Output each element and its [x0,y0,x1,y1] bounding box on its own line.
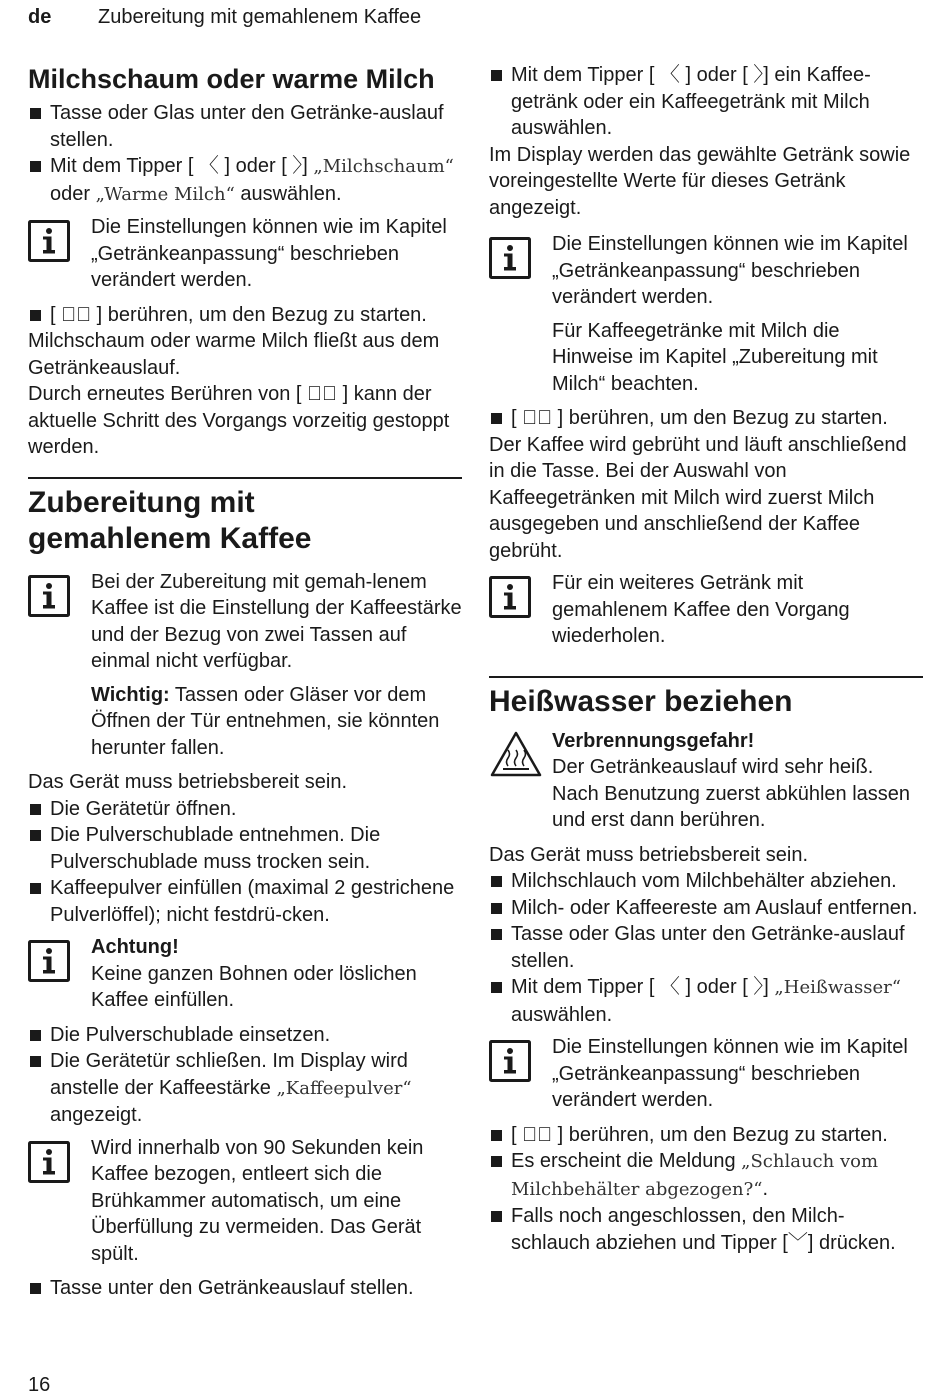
bullet-square-icon [491,929,502,940]
list-item: Die Gerätetür schließen. Im Display wird anstelle der Kaffeestärke „Kaffeepulver“ angezeigt. [28,1048,462,1129]
info-note: Bei der Zubereitung mit gemah-lenem Kaffee ist die Einstellung der Kaffeestärke und der Bezug von zwei Tassen auf einmal nicht verfügbar. Wichtig: Tassen oder Gläser vor dem Öffnen der Tür entnehmen, sie könnten herunter fallen. [28,569,462,762]
bullet-square-icon [491,982,502,993]
info-icon [28,1141,70,1183]
paragraph: Milchschaum oder warme Milch fließt aus dem Getränkeauslauf. [28,330,440,379]
bullet-square-icon [30,1056,41,1067]
list-item: Die Gerätetür öffnen. [28,796,462,823]
section-rule [489,676,923,678]
bullet-square-icon [30,161,41,172]
bullet-square-icon [491,413,502,424]
info-note: Die Einstellungen können wie im Kapitel „Getränkeanpassung“ beschrieben verändert werden. [28,214,462,294]
list-item: [ ▷⃝ ] berühren, um den Bezug zu starten. [28,302,462,329]
bullet-square-icon [30,108,41,119]
list-item: Die Pulverschublade entnehmen. Die Pulverschublade muss trocken sein. [28,822,462,875]
list-item: Mit dem Tipper [ 〈 ] oder [ 〉] „Heißwasser“ auswählen. [489,974,923,1028]
paragraph: Das Gerät muss betriebsbereit sein. [489,843,809,866]
bullet-square-icon [491,70,502,81]
bullet-square-icon [30,1030,41,1041]
info-note: Die Einstellungen können wie im Kapitel „Getränkeanpassung“ beschrieben verändert werden. [489,1034,923,1114]
info-icon [28,940,70,982]
right-column [489,62,923,1256]
language-code: de [28,6,52,28]
display-text: „Heißwasser“ [774,977,901,998]
list-item: [ ▷⃝ ] berühren, um den Bezug zu starten. [489,1122,923,1149]
list-item: Tasse oder Glas unter den Getränke-auslauf stellen. [489,921,923,974]
bullet-square-icon [30,883,41,894]
info-note: Wird innerhalb von 90 Sekunden kein Kaffee bezogen, entleert sich die Brühkammer automatisch, um eine Überfüllung zu vermeiden. Das Gerät spült. [28,1135,462,1268]
list-item: Die Pulverschublade einsetzen. [28,1022,462,1049]
display-text: „Kaffeepulver“ [276,1077,412,1099]
info-icon [28,220,70,262]
bullet-square-icon [491,1211,502,1222]
list-item: [ ▷⃝ ] berühren, um den Bezug zu starten. [489,405,923,432]
section-heading-hot-water: Heißwasser beziehen [489,684,793,718]
info-note: Die Einstellungen können wie im Kapitel „Getränkeanpassung“ beschrieben verändert werden. Für Kaffeegetränke mit Milch die Hinweise im Kapitel „Zubereitung mit Milch“ beachten. [489,231,923,397]
bullet-square-icon [30,1283,41,1294]
paragraph: Im Display werden das gewählte Getränk sowie voreingestellte Werte für dieses Getränk angezeigt. [489,143,911,219]
paragraph: Das Gerät muss betriebsbereit sein. [28,771,348,793]
bullet-square-icon [491,1130,502,1141]
display-text: „Milchschaum“ [313,156,454,177]
section-rule [28,477,462,479]
page-header [28,4,922,34]
bullet-square-icon [30,310,41,321]
list-item: Tasse oder Glas unter den Getränke-auslauf stellen. [28,100,462,153]
list-item: Tasse unter den Getränkeauslauf stellen. [28,1275,462,1302]
info-icon [489,1040,531,1082]
bullet-square-icon [491,903,502,914]
section-heading-ground-coffee: Zubereitung mit gemahlenem Kaffee [28,485,312,555]
bullet-square-icon [491,876,502,887]
hot-surface-warning-icon [489,730,543,778]
list-item: Es erscheint die Meldung „Schlauch vom Milchbehälter abgezogen?“. [489,1148,923,1203]
display-text: „Schlauch vom Milchbehälter abgezogen?“ [511,1151,879,1200]
section-heading-milk: Milchschaum oder warme Milch [28,64,435,94]
list-item: Mit dem Tipper [ 〈 ] oder [ 〉] ein Kaffee-getränk oder ein Kaffeegetränk mit Milch auswählen. [489,62,923,142]
info-icon [28,575,70,617]
list-item: Kaffeepulver einfüllen (maximal 2 gestrichene Pulverlöffel); nicht festdrü-cken. [28,875,462,928]
display-text: „Warme Milch“ [95,183,235,205]
list-item: Mit dem Tipper [ 〈 ] oder [ 〉] „Milchschaum“ oder „Warme Milch“ auswählen. [28,153,462,208]
running-title: Zubereitung mit gemahlenem Kaffee [98,6,422,28]
bullet-square-icon [491,1156,502,1167]
list-item: Milch- oder Kaffeereste am Auslauf entfernen. [489,895,923,922]
paragraph: Der Kaffee wird gebrüht und läuft anschließend in die Tasse. Bei der Auswahl von Kaffeegetränken mit Milch wird zuerst Milch ausgegeben und anschließend der Kaffee gebrüht. [489,433,907,562]
page-number: 16 [28,1374,51,1396]
paragraph: Durch erneutes Berühren von [ ▷⃝ ] kann der aktuelle Schritt des Vorgangs vorzeitig gestoppt werden. [28,383,450,458]
info-icon [489,576,531,618]
info-note: Für ein weiteres Getränk mit gemahlenem Kaffee den Vorgang wiederholen. [489,570,923,650]
left-column [28,62,462,1302]
bullet-square-icon [30,804,41,815]
list-item: Milchschlauch vom Milchbehälter abziehen. [489,868,923,895]
info-note: Achtung! Keine ganzen Bohnen oder löslichen Kaffee einfüllen. [28,934,462,1014]
bullet-square-icon [30,830,41,841]
list-item: Falls noch angeschlossen, den Milch-schlauch abziehen und Tipper [﹀] drücken. [489,1203,923,1256]
info-icon [489,237,531,279]
warning-note: Verbrennungsgefahr! Der Getränkeauslauf wird sehr heiß. Nach Benutzung zuerst abkühlen lassen und erst dann berühren. [489,728,923,834]
